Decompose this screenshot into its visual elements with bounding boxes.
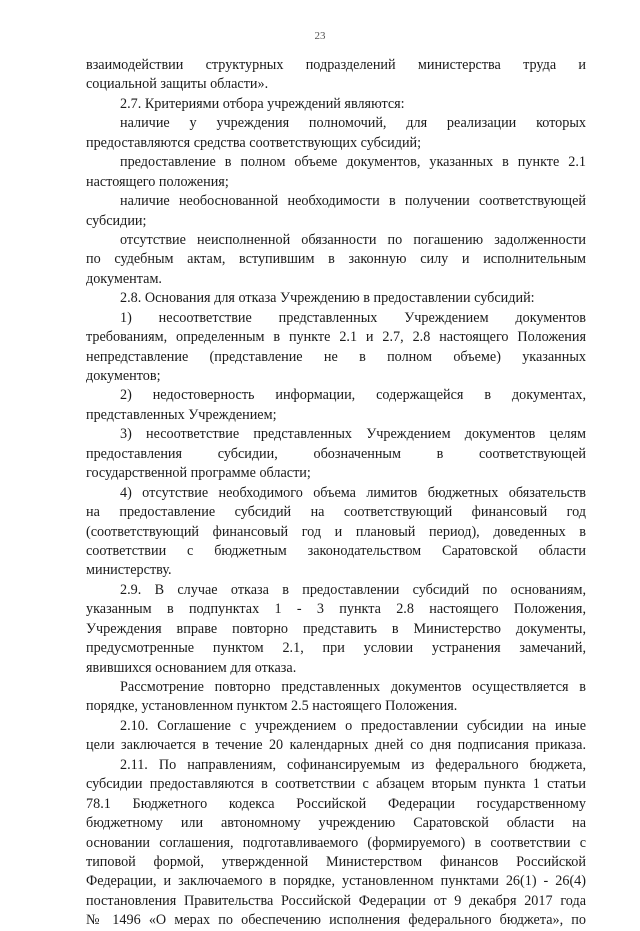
text-line <box>86 872 586 891</box>
text-line-content: Рассмотрение повторно представленных документов осуществляется в <box>120 679 586 695</box>
text-line <box>86 289 586 308</box>
text-line <box>86 386 586 405</box>
text-line-content: № 1496 «О мерах по обеспечению исполнения федерального бюджета», по <box>86 912 586 929</box>
text-line-content: типовой формой, утвержденной Министерством финансов Российской <box>86 853 586 870</box>
text-line-content: 2.9. В случае отказа в предоставлении субсидий по основаниям, <box>120 581 586 598</box>
text-line-content: 3) несоответствие представленных Учреждением документов целям <box>120 426 586 443</box>
text-line-content: настоящего положения; <box>86 173 229 190</box>
text-line-content: указанным в подпунктах 1 - 3 пункта 2.8 настоящего Положения, <box>86 601 586 618</box>
text-line-content: Федерации, и заключаемого в порядке, установленном пунктами 26(1) - 26(4) <box>86 873 586 890</box>
text-line-content: порядке, установленном пунктом 2.5 настоящего Положения. <box>86 698 458 715</box>
text-line-content: 2) недостоверность информации, содержащейся в документах, <box>120 387 586 404</box>
text-line <box>86 95 586 114</box>
text-line-content: на предоставление субсидий на соответствующий финансовый год <box>86 504 586 521</box>
text-line-content: Учреждения вправе повторно представить в Министерство документы, <box>86 620 586 637</box>
text-line-content: документам. <box>86 270 162 287</box>
text-line-content: 1) несоответствие представленных Учреждением документов <box>120 309 586 326</box>
text-line <box>86 620 586 639</box>
text-line <box>86 892 586 911</box>
text-line <box>86 56 586 75</box>
text-line <box>86 834 586 853</box>
page-number: 23 <box>314 30 326 42</box>
text-line <box>86 406 586 425</box>
text-line <box>86 270 586 289</box>
text-line-content: предоставляются средства соответствующих субсидий; <box>86 134 422 151</box>
text-line-content: наличие у учреждения полномочий, для реализации которых <box>120 115 586 132</box>
text-line <box>86 814 586 833</box>
text-line <box>86 600 586 619</box>
text-line-content: предусмотренные пунктом 2.1, при условии устранения замечаний, <box>86 640 586 657</box>
text-line-content: (соответствующий финансовый год и плановый период), доведенных в <box>86 523 586 540</box>
text-line <box>86 795 586 814</box>
text-line-content: отсутствие неисполненной обязанности по погашению задолженности <box>120 231 586 248</box>
text-line <box>86 348 586 367</box>
text-line-content: предоставление в полном объеме документов, указанных в пункте 2.1 <box>120 154 586 171</box>
text-line-content: министерству. <box>86 562 172 579</box>
text-line <box>86 425 586 444</box>
text-line-content: 2.7. Критериями отбора учреждений являются: <box>120 95 405 112</box>
text-line-content: субсидии предоставляются в соответствии с абзацем вторым пункта 1 статьи <box>86 776 586 793</box>
text-line-content: предоставления субсидии, обозначенным в соответствующей <box>86 445 586 462</box>
text-line-content: документов; <box>86 368 161 384</box>
text-line-content: явившихся основанием для отказа. <box>86 659 297 676</box>
text-line-content: 2.10. Соглашение с учреждением о предоставлении субсидии на иные <box>120 717 586 734</box>
text-line <box>86 717 586 736</box>
text-line-content: взаимодействии структурных подразделений министерства труда и <box>86 57 586 73</box>
text-line-content: соответствии с бюджетным законодательством Саратовской области <box>86 542 586 559</box>
text-line <box>86 75 586 94</box>
text-line <box>86 212 586 231</box>
text-line <box>86 561 586 580</box>
text-line <box>86 581 586 600</box>
text-line <box>86 484 586 503</box>
text-line <box>86 911 586 930</box>
text-line <box>86 114 586 133</box>
text-line-content: бюджетному или автономному учреждению Саратовской области на <box>86 815 586 832</box>
text-line <box>86 503 586 522</box>
text-line-content: цели заключается в течение 20 календарных дней со дня подписания приказа. <box>86 737 586 754</box>
text-line-content: постановления Правительства Российской Федерации от 9 декабря 2017 года <box>86 892 586 909</box>
text-line <box>86 134 586 153</box>
text-line-content: 2.11. По направлениям, софинансируемым из федерального бюджета, <box>120 756 586 773</box>
text-line <box>86 173 586 192</box>
text-line <box>86 678 586 697</box>
text-line <box>86 736 586 755</box>
text-line-content: 78.1 Бюджетного кодекса Российской Федерации государственному <box>86 795 586 812</box>
text-line <box>86 367 586 386</box>
text-line <box>86 639 586 658</box>
text-line-content: представленных Учреждением; <box>86 406 277 423</box>
text-line <box>86 464 586 483</box>
text-line <box>86 250 586 269</box>
text-line-content: требованиям, определенным в пункте 2.1 и 2.7, 2.8 настоящего Положения <box>86 329 586 346</box>
text-line-content: социальной защиты области». <box>86 76 269 93</box>
text-line <box>86 445 586 464</box>
text-line <box>86 697 586 716</box>
text-line-content: субсидии; <box>86 212 147 229</box>
text-line <box>86 659 586 678</box>
text-line <box>86 192 586 211</box>
document-body <box>86 56 586 931</box>
text-line-content: непредставление (представление не в полном объеме) указанных <box>86 348 586 365</box>
text-line-content: по судебным актам, вступившим в законную силу и исполнительным <box>86 251 586 268</box>
text-line-content: государственной программе области; <box>86 465 311 482</box>
text-line-content: основании соглашения, подготавливаемого (формируемого) в соответствии с <box>86 834 586 851</box>
text-line-content: 2.8. Основания для отказа Учреждению в предоставлении субсидий: <box>120 290 535 307</box>
text-line <box>86 523 586 542</box>
text-line <box>86 231 586 250</box>
text-line <box>86 153 586 172</box>
text-line <box>86 775 586 794</box>
text-line-content: 4) отсутствие необходимого объема лимитов бюджетных обязательств <box>120 484 586 501</box>
text-line <box>86 756 586 775</box>
text-line-content: наличие необоснованной необходимости в получении соответствующей <box>120 193 586 210</box>
text-line <box>86 309 586 328</box>
text-line <box>86 328 586 347</box>
text-line <box>86 542 586 561</box>
text-line <box>86 853 586 872</box>
